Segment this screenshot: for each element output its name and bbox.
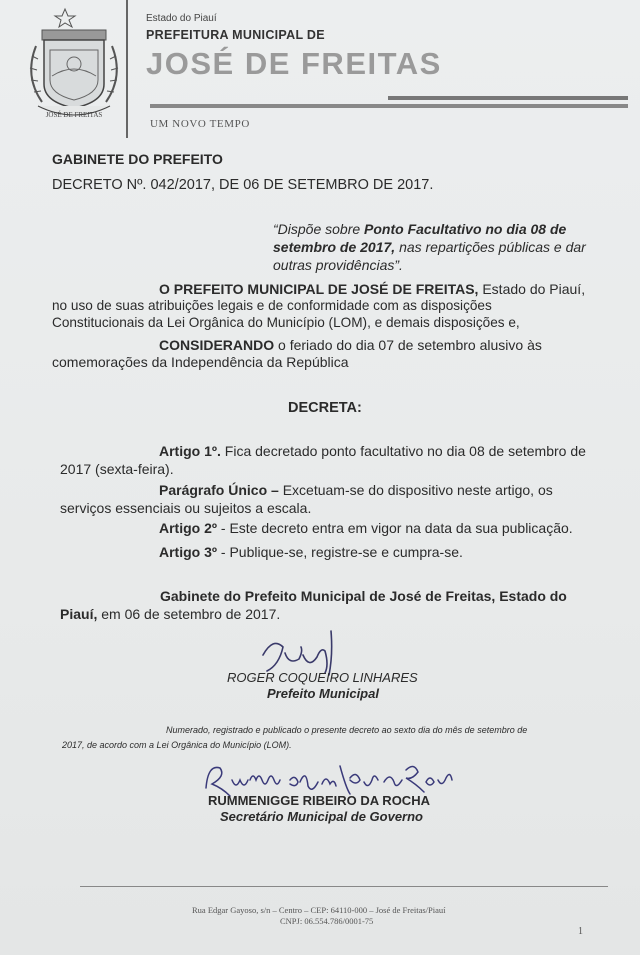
secretary-name: RUMMENIGGE RIBEIRO DA ROCHA bbox=[208, 793, 430, 808]
considerando-line: CONSIDERANDO o feriado do dia 07 de setembro alusivo às bbox=[159, 337, 542, 353]
footer-cnpj: CNPJ: 06.554.786/0001-75 bbox=[280, 916, 374, 926]
preamble-line: no uso de suas atribuições legais e de conformidade com as disposições bbox=[52, 298, 492, 313]
closing-line: Piauí, em 06 de setembro de 2017. bbox=[60, 606, 281, 622]
decreta-heading: DECRETA: bbox=[288, 400, 362, 416]
office-title: GABINETE DO PREFEITO bbox=[52, 151, 223, 167]
decree-number: DECRETO Nº. 042/2017, DE 06 DE SETEMBRO DE 2017. bbox=[52, 177, 434, 193]
article-1: Artigo 1º. Fica decretado ponto facultativo no dia 08 de setembro de bbox=[159, 443, 586, 459]
paragrafo-unico-cont: serviços essenciais ou sujeitos a escala. bbox=[60, 500, 312, 516]
registration-note: Numerado, registrado e publicado o presente decreto ao sexto dia do mês de setembro de bbox=[166, 725, 528, 735]
footer-divider bbox=[80, 886, 608, 887]
header-bar bbox=[388, 96, 628, 100]
mayor-title: Prefeito Municipal bbox=[267, 686, 379, 701]
city-title: JOSÉ DE FREITAS bbox=[146, 46, 442, 81]
ementa-line: “Dispõe sobre Ponto Facultativo no dia 08 de bbox=[273, 221, 567, 237]
seal-text: JOSÉ DE FREITAS bbox=[45, 111, 103, 119]
secretary-title: Secretário Municipal de Governo bbox=[220, 809, 423, 824]
closing-line: Gabinete do Prefeito Municipal de José de Freitas, Estado do bbox=[160, 588, 567, 604]
considerando-line: comemorações da Independência da República bbox=[52, 354, 349, 370]
mayor-name: ROGER COQUEIRO LINHARES bbox=[227, 670, 418, 685]
municipal-seal-logo bbox=[22, 6, 126, 124]
page-number: 1 bbox=[578, 926, 583, 937]
article-2: Artigo 2º - Este decreto entra em vigor na data da sua publicação. bbox=[159, 520, 573, 536]
prefeitura-label: PREFEITURA MUNICIPAL DE bbox=[146, 28, 325, 42]
slogan: UM NOVO TEMPO bbox=[150, 118, 250, 130]
paragrafo-unico: Parágrafo Único – Excetuam-se do dispositivo neste artigo, os bbox=[159, 482, 553, 498]
preamble-line: Constitucionais da Lei Orgânica do Município (LOM), e demais disposições e, bbox=[52, 315, 520, 330]
ementa-line: outras providências”. bbox=[273, 257, 403, 273]
header-divider bbox=[126, 0, 128, 138]
registration-note: 2017, de acordo com a Lei Orgânica do Município (LOM). bbox=[62, 740, 292, 750]
preamble-line: O PREFEITO MUNICIPAL DE JOSÉ DE FREITAS, Estado do Piauí, bbox=[159, 281, 586, 297]
article-1-cont: 2017 (sexta-feira). bbox=[60, 461, 174, 477]
ementa-line: setembro de 2017, nas repartições públicas e dar bbox=[273, 239, 586, 255]
article-3: Artigo 3º - Publique-se, registre-se e cumpra-se. bbox=[159, 544, 463, 560]
footer-address: Rua Edgar Gayoso, s/n – Centro – CEP: 64110-000 – José de Freitas/Piauí bbox=[192, 905, 446, 915]
header-bar bbox=[150, 104, 628, 108]
state-label: Estado do Piauí bbox=[146, 13, 217, 24]
